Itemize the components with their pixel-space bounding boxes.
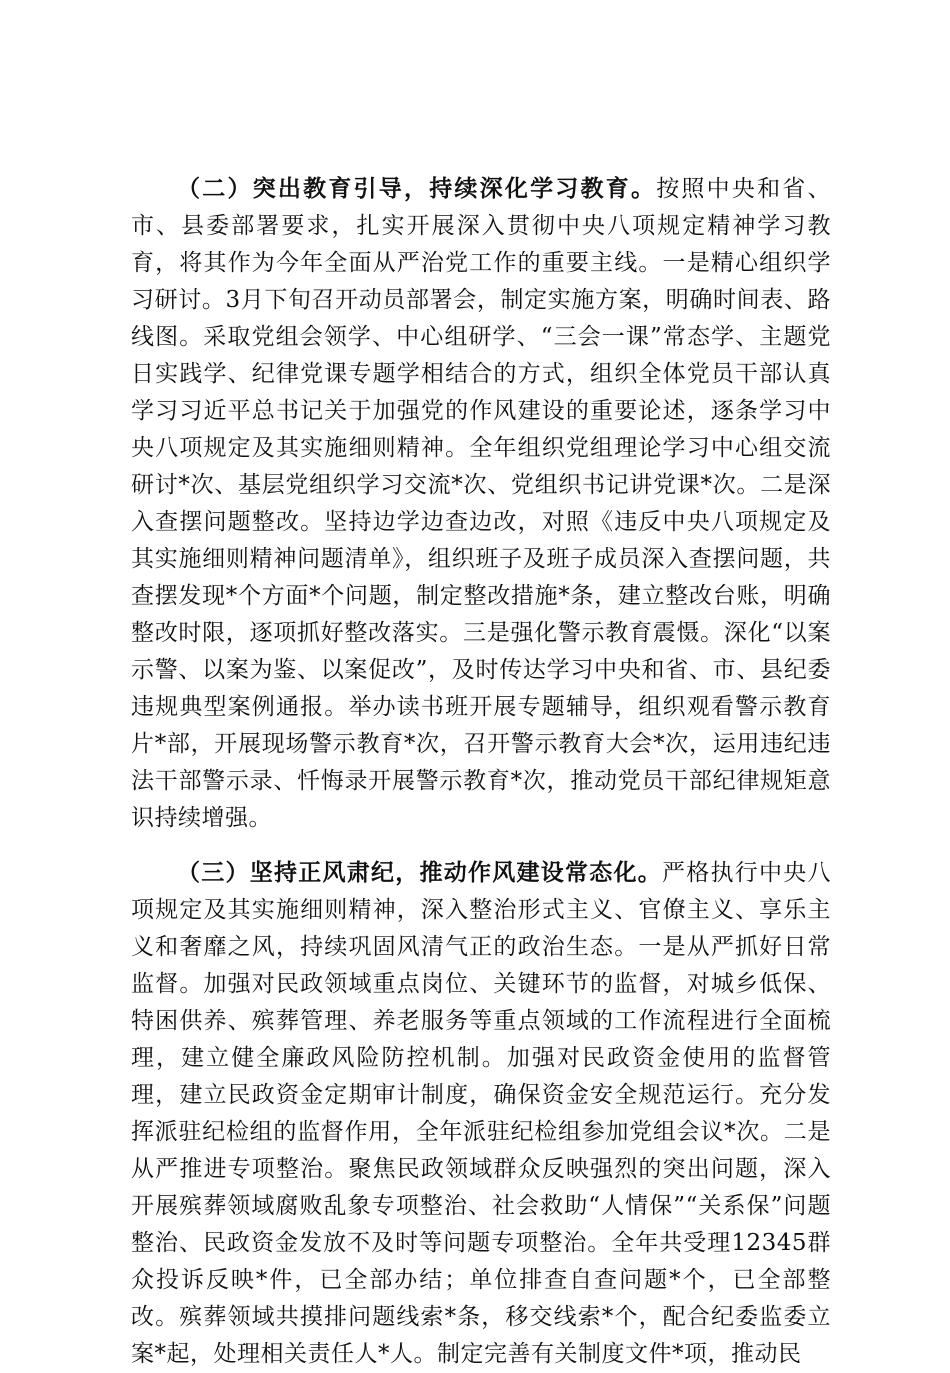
document-body [131,171,831,1373]
section-2-body: 按照中央和省、市、县委部署要求，扎实开展深入贯彻中央八项规定精神学习教育，将其作为今年全面从严治党工作的重要主线。一是精心组织学习研讨。3月下旬召开动员部署会，制定实施方案，明确时间表、路线图。采取党组会领学、中心组研学、“三会一课”常态学、主题党日实践学、纪律党课专题学相结合的方式，组织全体党员干部认真学习习近平总书记关于加强党的作风建设的重要论述，逐条学习中央八项规定及其实施细则精神。全年组织党组理论学习中心组交流研讨*次、基层党组织学习交流*次、党组织书记讲党课*次。二是深入查摆问题整改。坚持边学边查边改，对照《违反中央八项规定及其实施细则精神问题清单》，组织班子及班子成员深入查摆问题，共查摆发现*个方面*个问题，制定整改措施*条，建立整改台账，明确整改时限，逐项抓好整改落实。三是强化警示教育震慑。深化“以案示警、以案为鉴、以案促改”，及时传达学习中央和省、市、县纪委违规典型案例通报。举办读书班开展专题辅导，组织观看警示教育片*部，开展现场警示教育*次，召开警示教育大会*次，运用违纪违法干部警示录、忏悔录开展警示教育*次，推动党员干部纪律规矩意识持续增强。 [131,176,832,831]
section-3-body: 严格执行中央八项规定及其实施细则精神，深入整治形式主义、官僚主义、享乐主义和奢靡之风，持续巩固风清气正的政治生态。一是从严抓好日常监督。加强对民政领域重点岗位、关键环节的监督，对城乡低保、特困供养、殡葬管理、养老服务等重点领域的工作流程进行全面梳理，建立健全廉政风险防控机制。加强对民政资金使用的监督管理，建立民政资金定期审计制度，确保资金安全规范运行。充分发挥派驻纪检组的监督作用，全年派驻纪检组参加党组会议*次。二是从严推进专项整治。聚焦民政领域群众反映强烈的突出问题，深入开展殡葬领域腐败乱象专项整治、社会救助“人情保”“关系保”问题整治、民政资金发放不及时等问题专项整治。全年共受理12345群众投诉反映*件，已全部办结；单位排查自查问题*个，已全部整改。殡葬领域共摸排问题线索*条，移交线索*个，配合纪委监委立案*起，处理相关责任人*人。制定完善有关制度文件*项，推动民 [131,860,831,1367]
section-2-heading: （二）突出教育引导，持续深化学习教育。 [177,176,657,202]
section-3-heading: （三）坚持正风肃纪，推动作风建设常态化。 [177,860,662,886]
paragraph-section-2 [131,171,831,837]
paragraph-section-3 [131,855,831,1373]
